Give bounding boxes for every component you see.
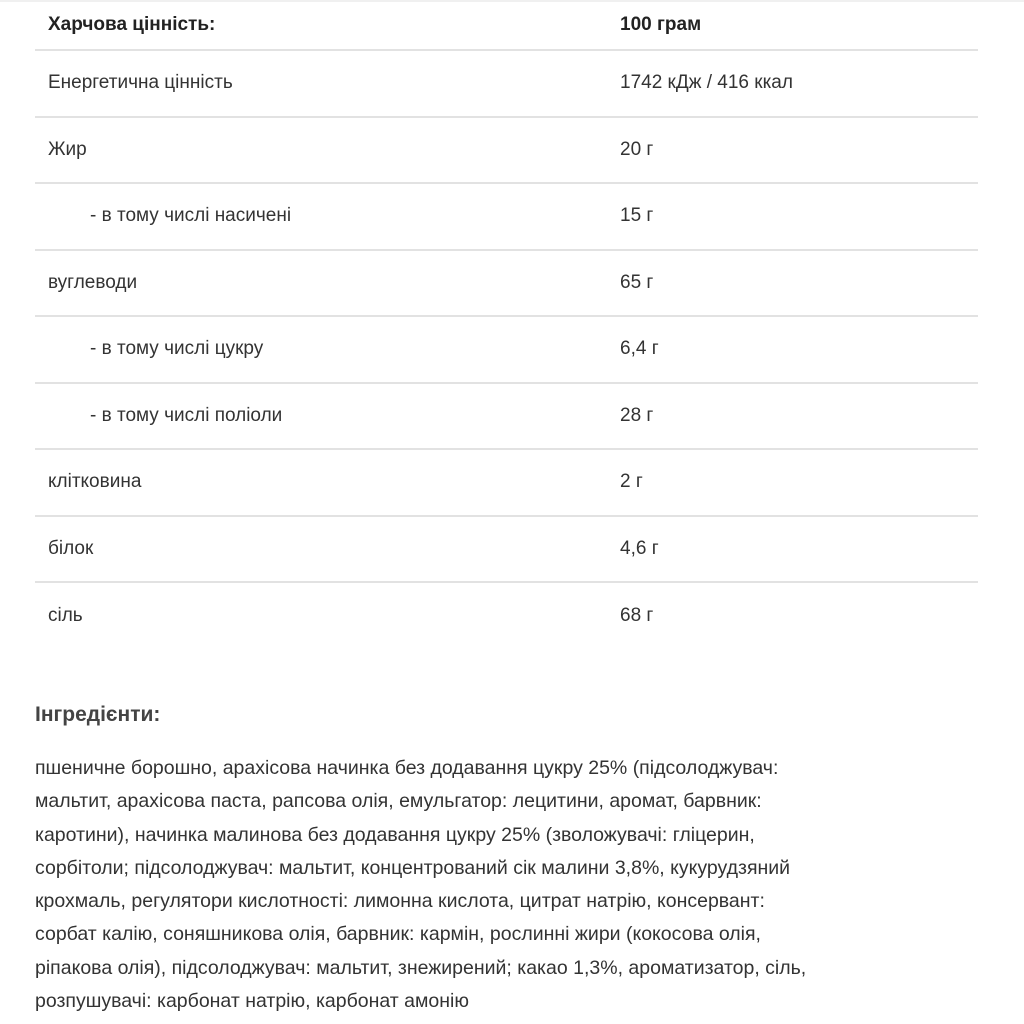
row-value: 6,4 г bbox=[620, 338, 659, 360]
row-value: 2 г bbox=[620, 471, 643, 493]
ingredients-line: мальтит, арахісова паста, рапсова олія, емульгатор: лецитини, аромат, барвник: bbox=[35, 790, 762, 813]
table-row-protein bbox=[35, 516, 978, 583]
row-label: Енергетична цінність bbox=[48, 72, 233, 94]
row-label: Жир bbox=[48, 138, 87, 160]
row-value: 1742 кДж / 416 ккал bbox=[620, 72, 793, 94]
table-row-sugars bbox=[35, 316, 978, 383]
table-row-carbohydrates bbox=[35, 250, 978, 317]
row-value: 4,6 г bbox=[620, 537, 659, 559]
row-value: 65 г bbox=[620, 271, 654, 293]
header-value: 100 грам bbox=[620, 13, 702, 35]
ingredients-line: пшеничне борошно, арахісова начинка без додавання цукру 25% (підсолоджувач: bbox=[35, 757, 779, 779]
table-row-fiber bbox=[35, 449, 978, 516]
ingredients-line: розпушувачі: карбонат натрію, карбонат амонію bbox=[35, 990, 469, 1013]
row-value: 68 г bbox=[620, 604, 654, 626]
row-label: білок bbox=[48, 537, 94, 559]
ingredients-line: ріпакова олія), підсолоджувач: мальтит, знежирений; какао 1,3%, ароматизатор, сіль, bbox=[35, 956, 807, 979]
row-value: 20 г bbox=[620, 138, 654, 160]
ingredients-line: сорбат калію, соняшникова олія, барвник: кармін, рослинні жири (кокосова олія, bbox=[35, 923, 761, 946]
row-label: вуглеводи bbox=[48, 271, 138, 293]
ingredients-line: сорбітоли; підсолоджувач: мальтит, концентрований сік малини 3,8%, кукурудзяний bbox=[35, 856, 791, 879]
row-label: - в тому числі цукру bbox=[90, 338, 264, 360]
ingredients-text bbox=[35, 752, 995, 1018]
row-label: клітковина bbox=[48, 471, 142, 493]
row-label: - в тому числі поліоли bbox=[90, 404, 283, 426]
row-label: - в тому числі насичені bbox=[90, 205, 292, 227]
table-row-energy bbox=[35, 50, 978, 117]
header-label: Харчова цінність: bbox=[48, 13, 216, 35]
row-label: сіль bbox=[48, 604, 83, 626]
ingredients-heading: Інгредієнти: bbox=[35, 703, 161, 726]
table-row-polyols bbox=[35, 383, 978, 450]
ingredients-line: каротини), начинка малинова без додавання цукру 25% (зволожувачі: гліцерин, bbox=[35, 823, 755, 846]
table-header-row bbox=[35, 0, 978, 50]
row-value: 15 г bbox=[620, 205, 654, 227]
table-row-fat bbox=[35, 117, 978, 184]
row-value: 28 г bbox=[620, 404, 654, 426]
ingredients-line: крохмаль, регулятори кислотності: лимонна кислота, цитрат натрію, консервант: bbox=[35, 890, 765, 913]
table-row-saturated-fat bbox=[35, 183, 978, 250]
table-row-salt bbox=[35, 582, 978, 649]
nutrition-table bbox=[35, 0, 978, 649]
